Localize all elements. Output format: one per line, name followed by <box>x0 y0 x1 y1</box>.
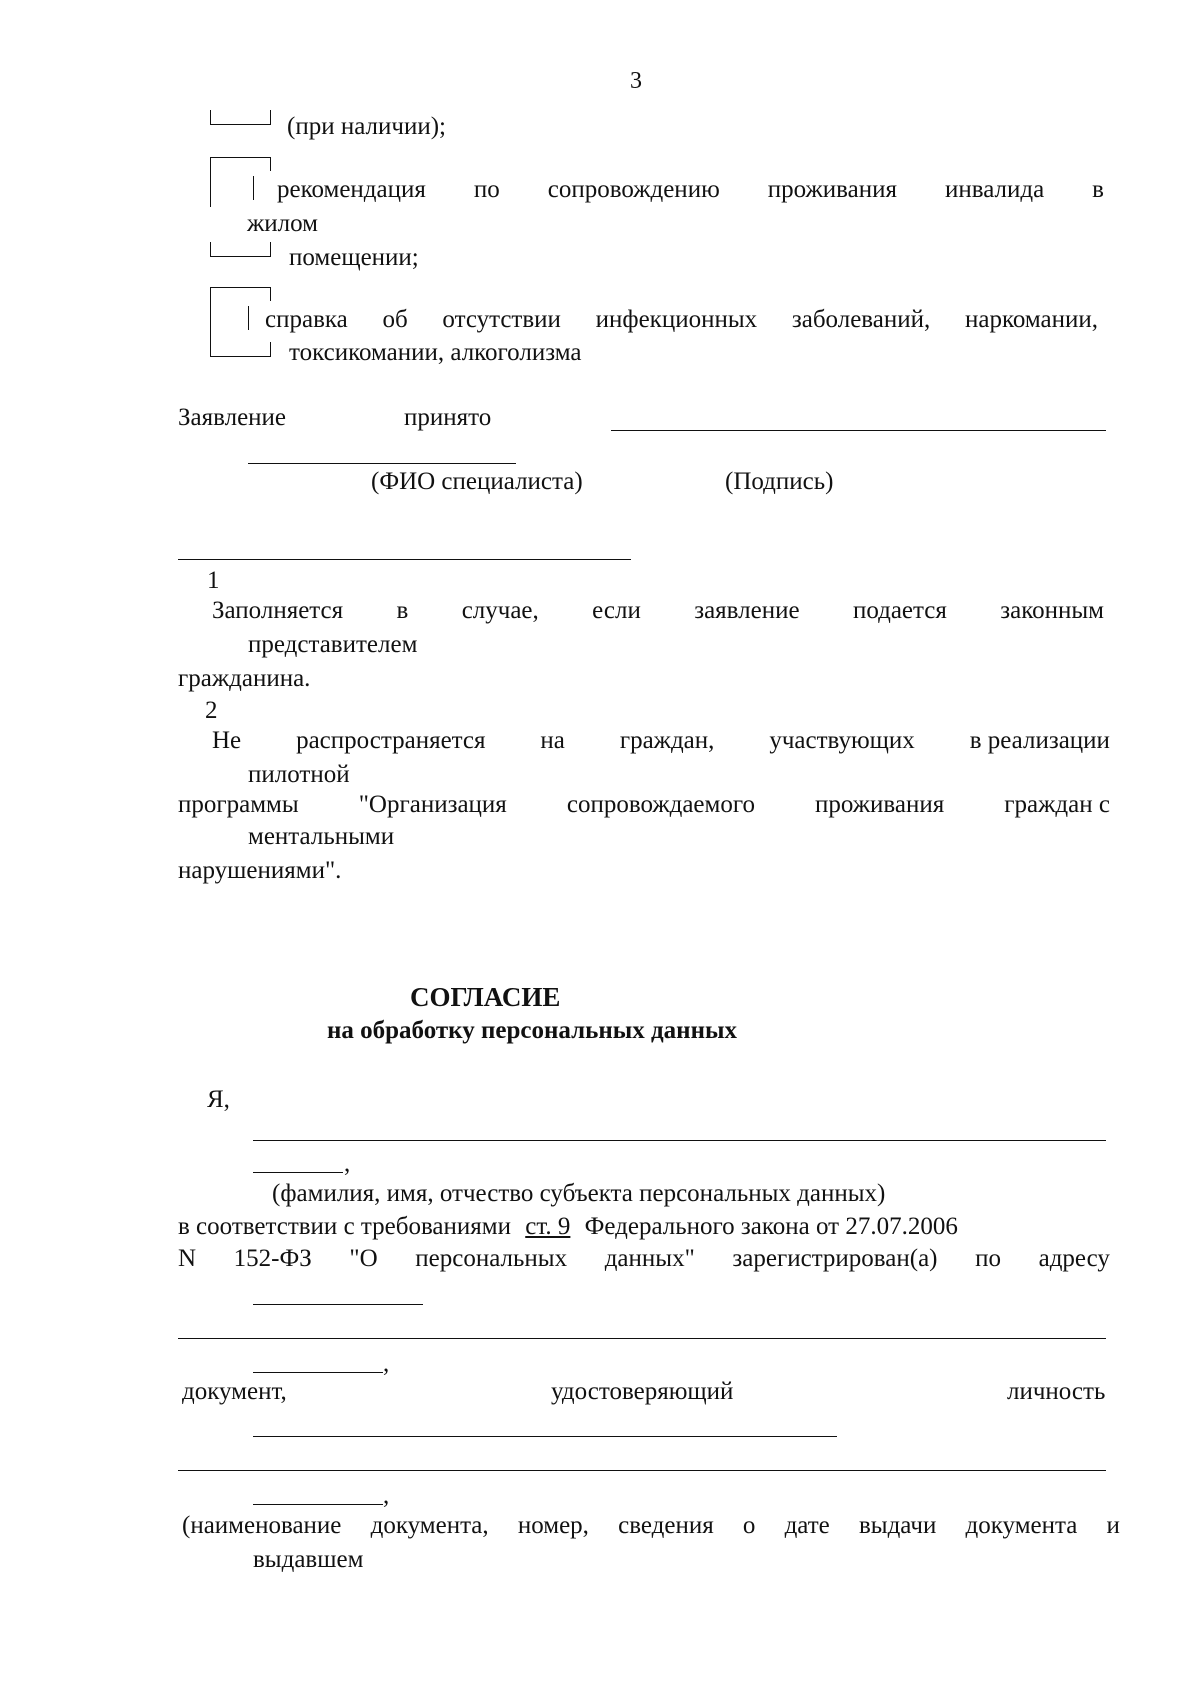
document-line-3[interactable] <box>253 1504 383 1505</box>
ya-label: Я, <box>207 1086 230 1113</box>
page-number: 3 <box>630 68 642 94</box>
document-line-2[interactable] <box>178 1470 1106 1471</box>
checklist-item-3-line1: справка об отсутствии инфекционных заболеваний, наркомании, <box>265 306 1098 333</box>
checklist-item-2-line2: жилом <box>247 210 318 237</box>
address-comma: , <box>383 1350 390 1377</box>
checklist-item-2-line3: помещении; <box>289 244 419 271</box>
fio-subject-caption: (фамилия, имя, отчество субъекта персональных данных) <box>272 1180 886 1207</box>
doc-word-2: удостоверяющий <box>551 1378 734 1405</box>
checklist-item-3-line2: токсикомании, алкоголизма <box>289 339 582 366</box>
checklist-item-1-text: (при наличии); <box>287 113 446 140</box>
consent-subtitle: на обработку персональных данных <box>327 1017 737 1044</box>
law-article-link[interactable]: ст. 9 <box>525 1213 571 1240</box>
footnote-2-number: 2 <box>205 697 218 724</box>
address-line-2[interactable] <box>178 1338 1106 1339</box>
footnote-1-number: 1 <box>207 567 220 594</box>
doc-word-3: личность <box>1007 1378 1106 1405</box>
footnote-2-line2: пилотной <box>248 761 350 788</box>
law-line-1: в соответствии с требованиями ст. 9 Федерального закона от 27.07.2006 <box>178 1213 958 1240</box>
address-line-3[interactable] <box>253 1372 383 1373</box>
signature-caption: (Подпись) <box>725 468 834 495</box>
footnote-1-line1: Заполняется в случае, если заявление подается законным <box>212 597 1104 624</box>
document-comma: , <box>383 1482 390 1509</box>
document-line-1[interactable] <box>253 1436 837 1437</box>
consent-title: СОГЛАСИЕ <box>410 982 561 1012</box>
footnote-2-line1: Не распространяется на граждан, участвующих в реализации <box>212 727 1110 754</box>
footnote-separator <box>178 559 631 560</box>
footnote-2-line5: нарушениями". <box>178 857 342 884</box>
fio-subject-line-2[interactable] <box>253 1172 343 1173</box>
doc-caption-line-1: (наименование документа, номер, сведения о дате выдачи документа и <box>182 1512 1120 1539</box>
accepted-word-2: принято <box>404 404 492 431</box>
fio-subject-line-1[interactable] <box>253 1140 1106 1141</box>
footnote-1-line2: представителем <box>248 631 418 658</box>
address-line-1[interactable] <box>253 1304 423 1305</box>
checklist-item-2-line1: рекомендация по сопровождению проживания инвалида в <box>277 176 1104 203</box>
law-line-2: N 152-ФЗ "О персональных данных" зарегистрирован(а) по адресу <box>178 1245 1110 1272</box>
fio-subject-comma: , <box>344 1150 351 1177</box>
fio-caption: (ФИО специалиста) <box>371 468 583 495</box>
doc-caption-line-2: выдавшем <box>253 1546 364 1573</box>
footnote-2-line3: программы "Организация сопровождаемого проживания граждан с <box>178 791 1110 818</box>
accepted-word-1: Заявление <box>178 404 287 431</box>
footnote-1-line3: гражданина. <box>178 665 311 692</box>
doc-word-1: документ, <box>182 1378 287 1405</box>
footnote-2-line4: ментальными <box>248 823 395 850</box>
fio-blank-line[interactable] <box>248 463 516 464</box>
signature-blank-line[interactable] <box>611 430 1106 431</box>
